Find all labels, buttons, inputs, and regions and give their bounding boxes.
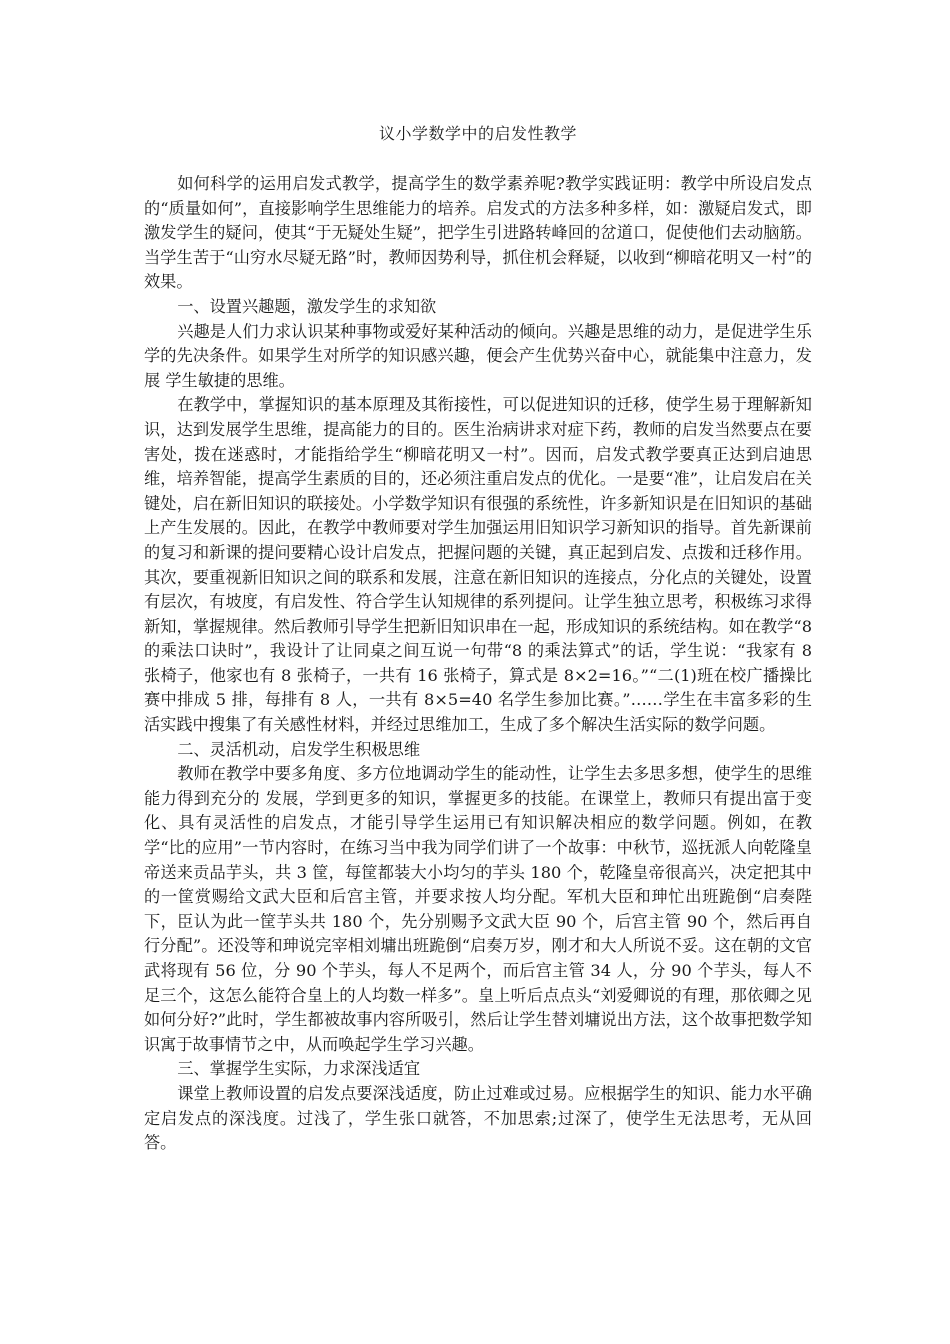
document-title: 议小学数学中的启发性教学 [378,124,577,143]
section-1-paragraph-1: 兴趣是人们力求认识某种事物或爱好某种活动的倾向。兴趣是思维的动力，是促进学生乐学的先决条件。如果学生对所学的知识感兴趣，便会产生优势兴奋中心，就能集中注意力，发展 学生敏捷的思维。 [144,321,812,390]
section-heading-1: 一、设置兴趣题，激发学生的求知欲 [177,296,437,316]
intro-paragraph: 如何科学的运用启发式教学，提高学生的数学素养呢?教学实践证明：教学中所设启发点的“质量如何”，直接影响学生思维能力的培养。启发式的方法多种多样，如：激疑启发式，即激发学生的疑问，使其“于无疑处生疑”，把学生引进路转峰回的岔道口，促使他们去动脑筋。当学生苦于“山穷水尽疑无路”时，教师因势利导，抓住机会释疑，以收到“柳暗花明又一村”的效果。 [144,174,812,292]
section-1-paragraph-2: 在教学中，掌握知识的基本原理及其衔接性，可以促进知识的迁移，使学生易于理解新知识，达到发展学生思维，提高能力的目的。医生治病讲求对症下药，教师的启发当然要点在要害处，拨在迷惑时，才能指给学生“柳暗花明又一村”。因而，启发式教学要真正达到启迪思维，培养智能，提高学生素质的目的，还必须注重启发点的优化。一是要“准”，让启发启在关键处，启在新旧知识的联接处。小学数学知识有很强的系统性，许多新知识是在旧知识的基础上产生发展的。因此，在教学中教师要对学生加强运用旧知识学习新知识的指导。首先新课前的复习和新课的提问要精心设计启发点，把握问题的关键，真正起到启发、点拨和迁移作用。其次，要重视新旧知识之间的联系和发展，注意在新旧知识的连接点，分化点的关键处，设置有层次，有坡度，有启发性、符合学生认知规律的系列提问。让学生独立思考，积极练习求得新知，掌握规律。然后教师引导学生把新旧知识串在一起，形成知识的系统结构。如在教学“8 的乘法口诀时”，我设计了让同桌之间互说一句带“8 的乘法算式”的话，学生说：“我家有 8 张椅子，他家也有 8 张椅子，一共有 16 张椅子，算式是 8×2=16。”“二(1)班在校广播操比赛中排成 5 排，每排有 8 人，一共有 8×5=40 名学生参加比赛。”……学生在丰富多彩的生活实践中搜集了有关感性材料，并经过思维加工，生成了多个解决生活实际的数学问题。 [144,395,812,735]
section-3-paragraph-1: 课堂上教师设置的启发点要深浅适度，防止过难或过易。应根据学生的知识、能力水平确定启发点的深浅度。过浅了，学生张口就答，不加思索;过深了，使学生无法思考，无从回答。 [144,1083,812,1153]
document-body [144,122,812,1156]
section-2-paragraph-1: 教师在教学中要多角度、多方位地调动学生的能动性，让学生去多思多想，使学生的思维能力得到充分的 发展，学到更多的知识，掌握更多的技能。在课堂上，教师只有提出富于变化、具有灵活性的启发点，才能引导学生运用已有知识解决相应的数学问题。例如，在教学“比的应用”一节内容时，在练习当中我为同学们讲了一个故事：中秋节，巡抚派人向乾隆皇帝送来贡品芋头，共 3 筐，每筐都装大小均匀的芋头 180 个，乾隆皇帝很高兴，决定把其中的一筐赏赐给文武大臣和后宫主管，并要求按人均分配。军机大臣和珅忙出班跪倒“启奏陛下，臣认为此一筐芋头共 180 个，先分别赐予文武大臣 90 个，后宫主管 90 个，然后再自行分配”。还没等和珅说完宰相刘墉出班跪倒“启奏万岁，刚才和大人所说不妥。这在朝的文官武将现有 56 位，分 90 个芋头，每人不足两个，而后宫主管 34 人，分 90 个芋头，每人不足三个，这怎么能符合皇上的人均数一样多”。皇上听后点点头“刘爱卿说的有理，那依卿之见如何分好?”此时，学生都被故事内容所吸引，然后让学生替刘墉说出方法，这个故事把数学知识寓于故事情节之中，从而唤起学生学习兴趣。 [144,764,812,1054]
section-heading-3: 三、掌握学生实际，力求深浅适宜 [177,1059,421,1079]
section-heading-2: 二、灵活机动，启发学生积极思维 [177,739,421,759]
